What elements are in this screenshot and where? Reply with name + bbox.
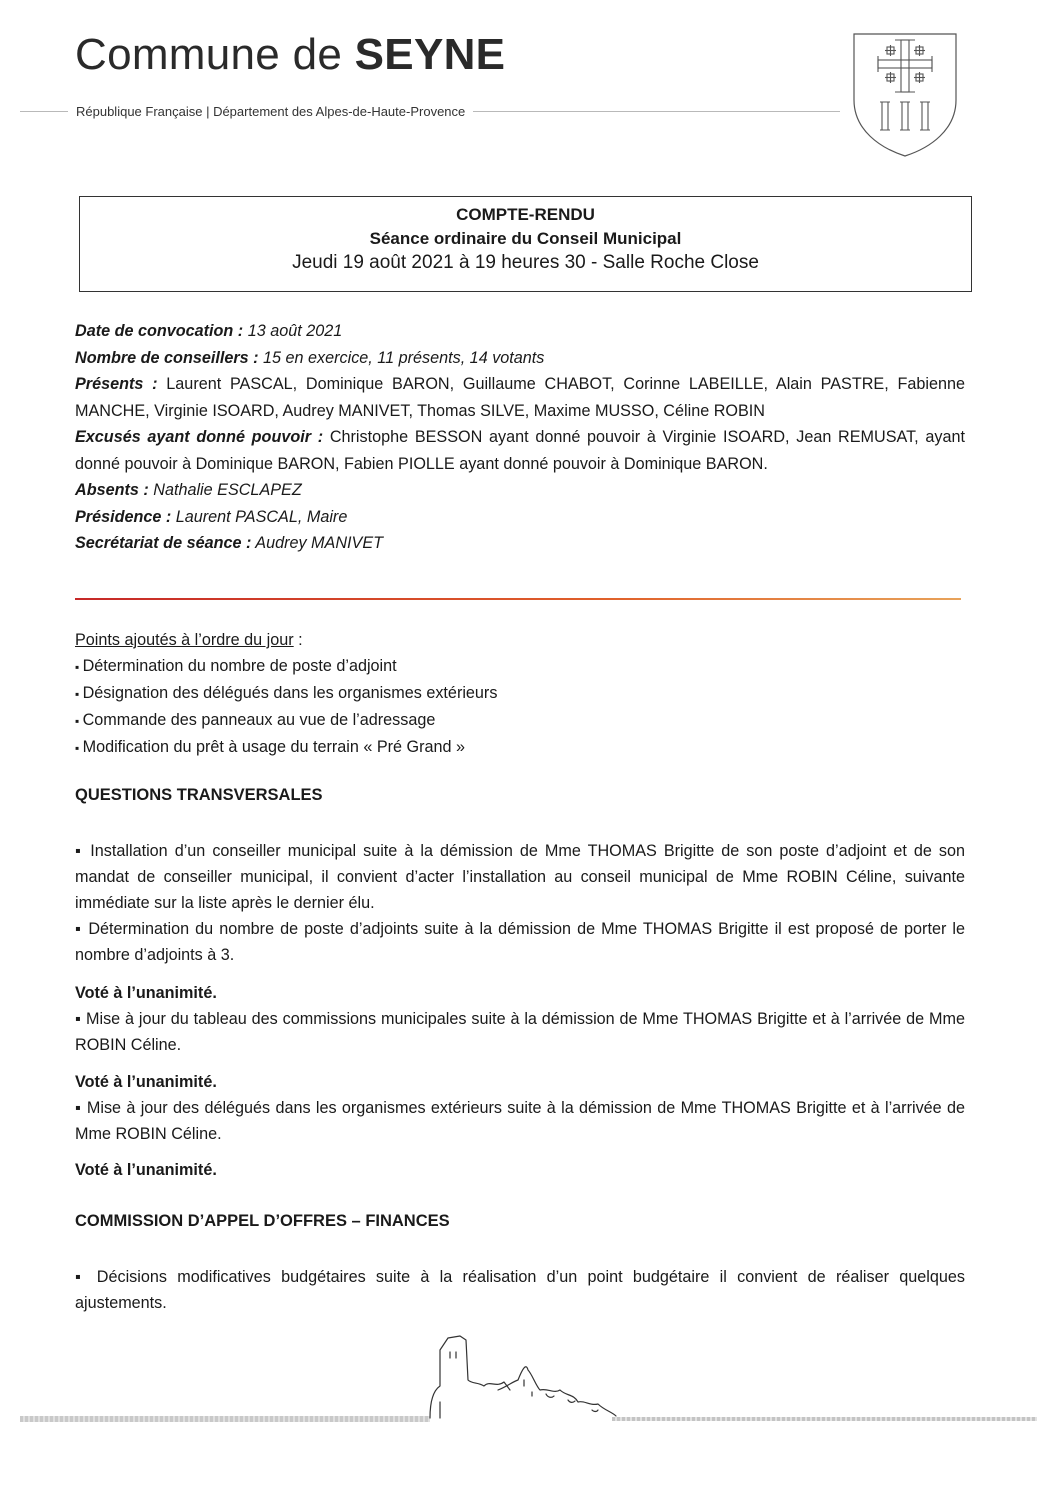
presidence-line [75, 504, 965, 531]
report-title: COMPTE-RENDU [456, 205, 595, 224]
question-item-4: ▪ Mise à jour des délégués dans les organismes extérieurs suite à la démission de Mme THOMAS Brigitte et à l’arrivée de Mme ROBIN Céline. [75, 1099, 965, 1143]
excuses-label: Excusés ayant donné pouvoir : [75, 428, 324, 446]
questions-block-2 [75, 980, 965, 1058]
commission-title: COMMISSION D’APPEL D’OFFRES – FINANCES [75, 1212, 450, 1230]
agenda-item: ▪ Modification du prêt à usage du terrain « Pré Grand » [75, 734, 965, 761]
vote-result-1: Voté à l’unanimité. [75, 984, 217, 1002]
agenda-heading-suffix: : [293, 631, 303, 649]
commune-title-prefix: Commune de [75, 30, 355, 79]
presents-value: Laurent PASCAL, Dominique BARON, Guillaume CHABOT, Corinne LABEILLE, Alain PASTRE, Fabienne MANCHE, Virginie ISOARD, Audrey MANIVET, Thomas SILVE, Maxime MUSSO, Céline ROBIN [75, 375, 965, 420]
vote-result-3: Voté à l’unanimité. [75, 1161, 217, 1179]
convocation-line [75, 318, 965, 345]
conseillers-line [75, 345, 965, 372]
convocation-value: 13 août 2021 [243, 322, 343, 340]
question-item-2: ▪ Détermination du nombre de poste d’adjoints suite à la démission de Mme THOMAS Brigitte il est proposé de porter le nombre d’adjoints à 3. [75, 920, 965, 964]
questions-block-1 [75, 838, 965, 968]
header-rule-right [473, 111, 840, 112]
conseillers-value: 15 en exercice, 11 présents, 14 votants [258, 348, 545, 367]
commission-item-1: ▪ Décisions modificatives budgétaires suite à la réalisation d’un point budgétaire il convient de réaliser quelques ajustements. [75, 1268, 965, 1312]
agenda-additions [75, 627, 965, 761]
absents-line [75, 477, 965, 504]
coat-of-arms-icon [850, 30, 960, 158]
agenda-list [75, 653, 965, 761]
vote-result-2: Voté à l’unanimité. [75, 1073, 217, 1091]
header-subtitle: République Française | Département des Alpes-de-Haute-Provence [76, 103, 466, 119]
presidence-label: Présidence : [75, 507, 172, 526]
title-box [79, 196, 972, 292]
castle-sketch-icon [428, 1330, 618, 1425]
header-rule-left [20, 111, 68, 112]
questions-block-3 [75, 1069, 965, 1147]
section-divider [75, 598, 961, 600]
secretariat-label: Secrétariat de séance : [75, 534, 252, 552]
presents-label: Présents : [75, 375, 158, 393]
question-item-1: ▪ Installation d’un conseiller municipal suite à la démission de Mme THOMAS Brigitte de son poste d’adjoint et de son mandat de conseiller municipal, il convient d’acter l’installation au conseil municipal de Mme ROBIN Céline, suivante immédiate sur la liste après le dernier élu. [75, 842, 965, 912]
secretariat-value: Audrey MANIVET [251, 534, 384, 552]
meeting-details [75, 318, 965, 557]
header-subtitle-row [20, 101, 840, 121]
absents-value: Nathalie ESCLAPEZ [148, 481, 302, 499]
convocation-label: Date de convocation : [75, 322, 244, 340]
footer-rule-right [612, 1417, 1037, 1421]
absents-label: Absents : [75, 481, 149, 499]
presents-line [75, 371, 965, 424]
commune-title [75, 30, 505, 80]
secretariat-line [75, 530, 965, 557]
agenda-item: ▪ Désignation des délégués dans les organismes extérieurs [75, 680, 965, 707]
conseillers-label: Nombre de conseillers : [75, 348, 259, 367]
session-date: Jeudi 19 août 2021 à 19 heures 30 - Salle Roche Close [292, 252, 759, 273]
questions-title: QUESTIONS TRANSVERSALES [75, 786, 323, 804]
footer-rule-left [20, 1416, 430, 1422]
excuses-value: Christophe BESSON ayant donné pouvoir à Virginie ISOARD, Jean REMUSAT, ayant donné pouvoir à Dominique BARON, Fabien PIOLLE ayant donné pouvoir à Dominique BARON. [75, 428, 965, 473]
commission-block [75, 1264, 965, 1316]
commune-title-name: SEYNE [354, 30, 506, 79]
presidence-value: Laurent PASCAL, Maire [171, 507, 348, 526]
excuses-line [75, 424, 965, 477]
agenda-item: ▪ Détermination du nombre de poste d’adjoint [75, 653, 965, 680]
question-item-3: ▪ Mise à jour du tableau des commissions municipales suite à la démission de Mme THOMAS Brigitte et à l’arrivée de Mme ROBIN Céline. [75, 1010, 965, 1054]
questions-block-4 [75, 1157, 965, 1183]
session-title: Séance ordinaire du Conseil Municipal [369, 229, 682, 248]
agenda-item: ▪ Commande des panneaux au vue de l’adressage [75, 707, 965, 734]
agenda-heading-line [75, 627, 965, 653]
agenda-heading: Points ajoutés à l’ordre du jour [75, 631, 294, 649]
